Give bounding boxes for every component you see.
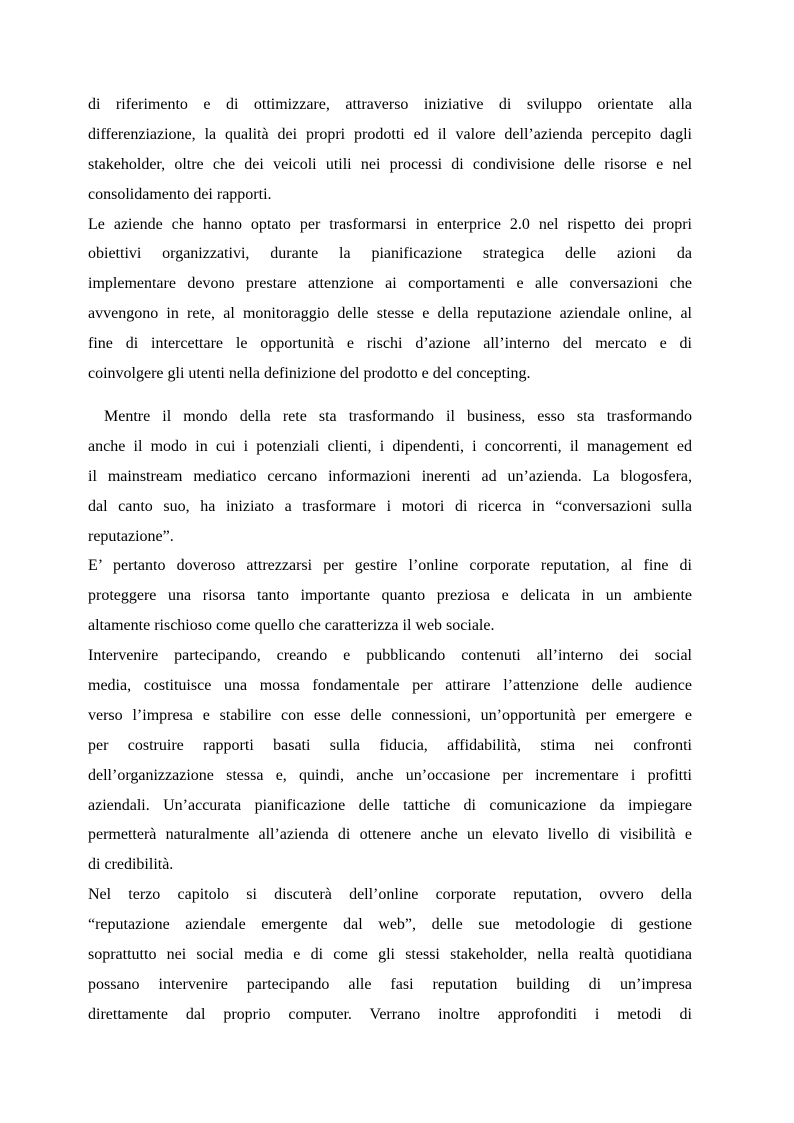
text-line: direttamente dal proprio computer. Verrano inoltre approfonditi i metodi di	[88, 1005, 692, 1023]
text-line: permetterà naturalmente all’azienda di ottenere anche un elevato livello di visibilità e	[88, 826, 692, 844]
text-line: differenziazione, la qualità dei propri prodotti ed il valore dell’azienda percepito dagli	[88, 125, 692, 143]
text-line: verso l’impresa e stabilire con esse delle connessioni, un’opportunità per emergere e	[88, 706, 692, 724]
text-line: dell’organizzazione stessa e, quindi, anche un’occasione per incrementare i profitti	[88, 766, 692, 784]
text-line: di riferimento e di ottimizzare, attraverso iniziative di sviluppo orientate alla	[88, 96, 692, 113]
text-line: stakeholder, oltre che dei veicoli utili nei processi di condivisione delle risorse e nel	[88, 155, 692, 173]
text-line: proteggere una risorsa tanto importante quanto preziosa e delicata in un ambiente	[88, 587, 692, 605]
text-line: aziendali. Un’accurata pianificazione delle tattiche di comunicazione da impiegare	[88, 796, 692, 814]
text-line: coinvolgere gli utenti nella definizione del prodotto e del concepting.	[88, 365, 531, 383]
text-line: consolidamento dei rapporti.	[88, 185, 272, 203]
text-line: anche il modo in cui i potenziali clienti, i dipendenti, i concorrenti, il management ed	[88, 437, 692, 455]
text-line: E’ pertanto doveroso attrezzarsi per gestire l’online corporate reputation, al fine di	[88, 557, 692, 575]
text-line: “reputazione aziendale emergente dal web”, delle sue metodologie di gestione	[88, 916, 692, 934]
text-line: il mainstream mediatico cercano informazioni inerenti ad un’azienda. La blogosfera,	[88, 467, 692, 485]
text-line: di credibilità.	[88, 856, 174, 874]
text-line: per costruire rapporti basati sulla fiducia, affidabilità, stima nei confronti	[88, 736, 692, 754]
text-line: avvengono in rete, al monitoraggio delle stesse e della reputazione aziendale online, al	[88, 305, 692, 323]
text-line: possano intervenire partecipando alle fasi reputation building di un’impresa	[88, 975, 692, 993]
text-line: Le aziende che hanno optato per trasformarsi in enterprice 2.0 nel rispetto dei propri	[88, 215, 692, 233]
text-line: obiettivi organizzativi, durante la pianificazione strategica delle azioni da	[88, 245, 692, 263]
text-line: Nel terzo capitolo si discuterà dell’online corporate reputation, ovvero della	[88, 886, 692, 904]
paragraph-block-1	[88, 90, 692, 389]
paragraph-block-2	[88, 402, 692, 1030]
text-line: fine di intercettare le opportunità e rischi d’azione all’interno del mercato e di	[88, 335, 692, 353]
text-line: media, costituisce una mossa fondamentale per attirare l’attenzione delle audience	[88, 677, 692, 695]
text-line: soprattutto nei social media e di come gli stessi stakeholder, nella realtà quotidiana	[88, 946, 692, 964]
text-line: dal canto suo, ha iniziato a trasformare i motori di ricerca in “conversazioni sulla	[88, 497, 692, 515]
text-line: altamente rischioso come quello che caratterizza il web sociale.	[88, 617, 495, 635]
text-line: Mentre il mondo della rete sta trasformando il business, esso sta trasformando	[104, 408, 692, 425]
text-line: implementare devono prestare attenzione ai comportamenti e alle conversazioni che	[88, 275, 692, 293]
text-line: reputazione”.	[88, 527, 174, 545]
text-line: Intervenire partecipando, creando e pubblicando contenuti all’interno dei social	[88, 647, 692, 665]
